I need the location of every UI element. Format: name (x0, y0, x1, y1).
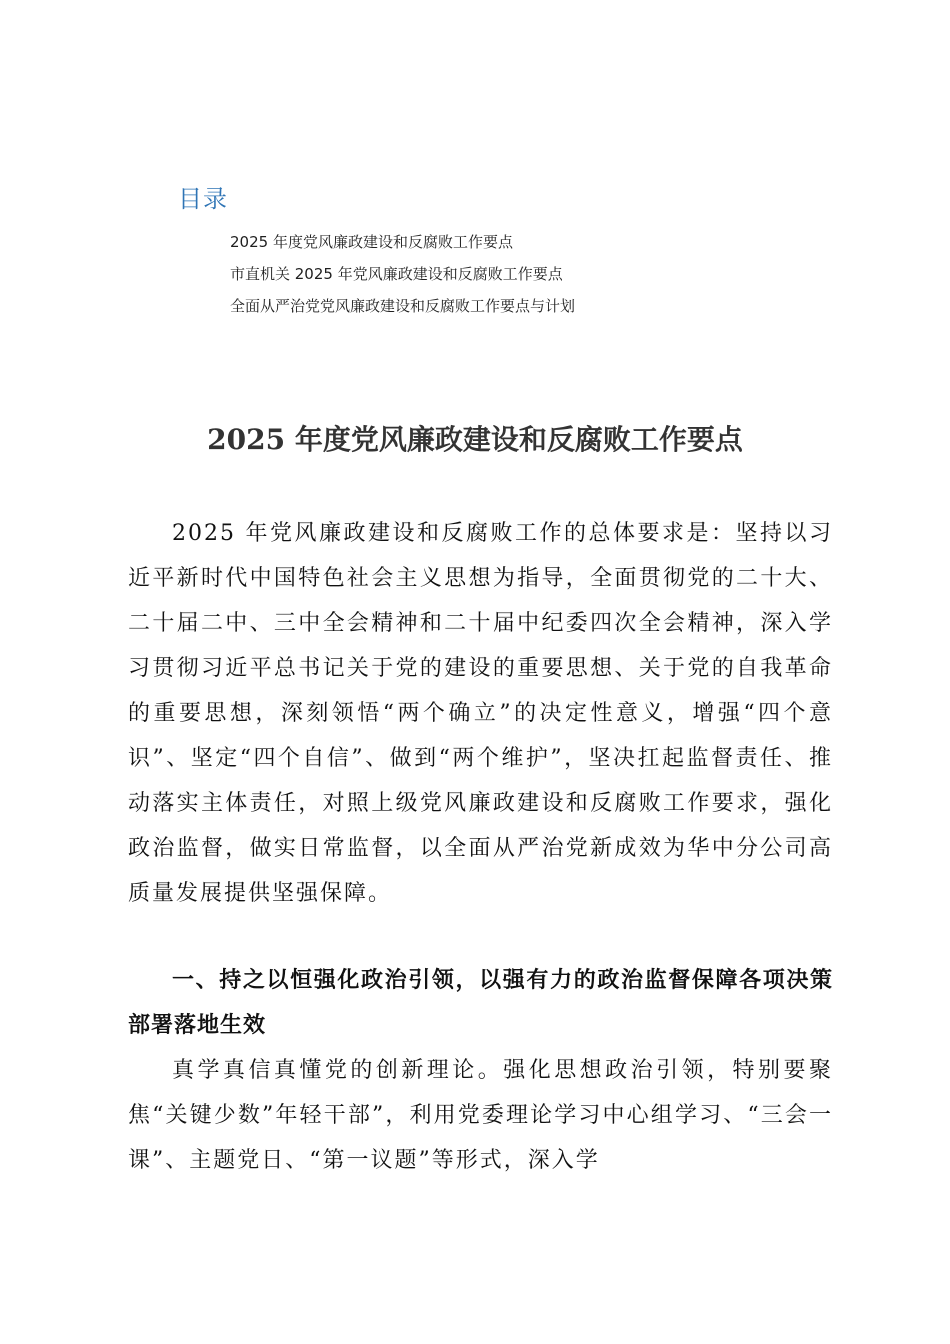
toc-item-2[interactable]: 市直机关 2025 年党风廉政建设和反腐败工作要点 (230, 265, 563, 283)
table-of-contents (230, 226, 575, 322)
section-1-paragraph: 真学真信真懂党的创新理论。强化思想政治引领，特别要聚焦“关键少数”年轻干部”，利用党委理论学习中心组学习、“三会一课”、主题党日、“第一议题”等形式，深入学 (128, 1058, 833, 1173)
intro-paragraph: 2025 年党风廉政建设和反腐败工作的总体要求是：坚持以习近平新时代中国特色社会主义思想为指导，全面贯彻党的二十大、二十届二中、三中全会精神和二十届中纪委四次全会精神，深入学习贯彻习近平总书记关于党的建设的重要思想、关于党的自我革命的重要思想，深刻领悟“两个确立”的决定性意义，增强“四个意识”、坚定“四个自信”、做到“两个维护”，坚决扛起监督责任、推动落实主体责任，对照上级党风廉政建设和反腐败工作要求，强化政治监督，做实日常监督，以全面从严治党新成效为华中分公司高质量发展提供坚强保障。 (128, 521, 833, 906)
section-heading-1: 一、持之以恒强化政治引领，以强有力的政治监督保障各项决策部署落地生效 (128, 968, 833, 1038)
toc-item-3[interactable]: 全面从严治党党风廉政建设和反腐败工作要点与计划 (230, 297, 576, 315)
toc-item-1[interactable]: 2025 年度党风廉政建设和反腐败工作要点 (230, 233, 513, 251)
document-title: 2025 年度党风廉政建设和反腐败工作要点 (207, 423, 743, 456)
toc-title: 目录 (178, 185, 228, 213)
